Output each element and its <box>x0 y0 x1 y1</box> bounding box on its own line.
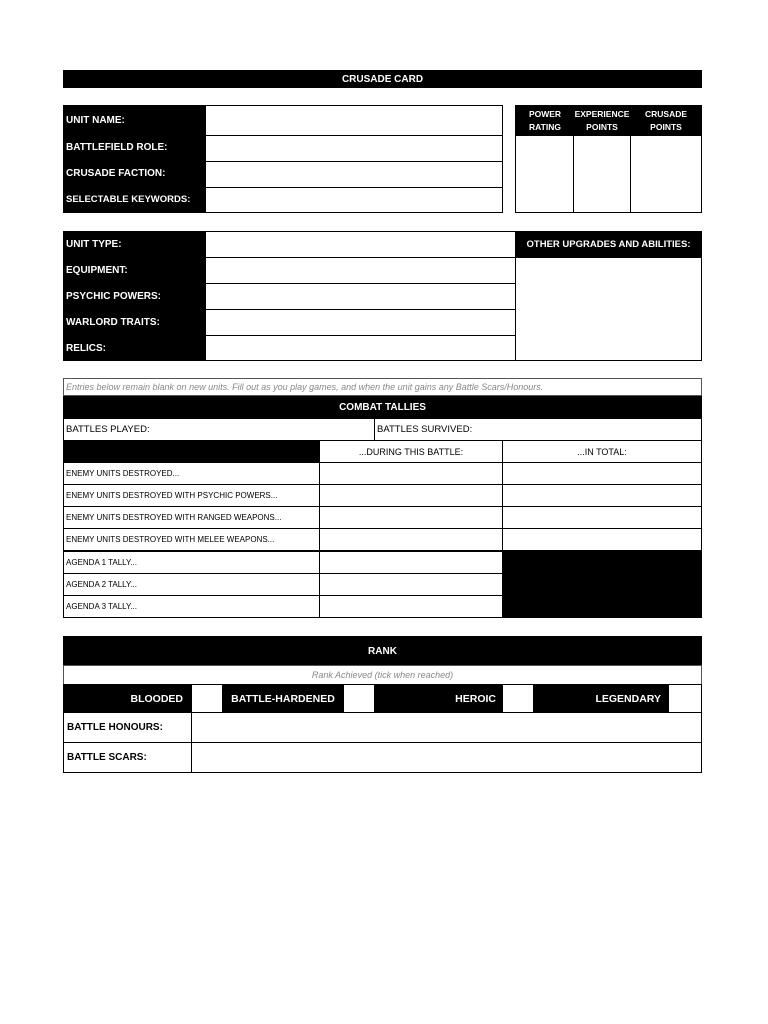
agenda-total-blackout <box>502 551 702 618</box>
battle-honours-field[interactable] <box>191 712 702 743</box>
rank-title: RANK <box>63 636 702 666</box>
unit-name-input[interactable] <box>206 106 502 135</box>
other-upgrades-field[interactable] <box>515 257 702 361</box>
tally-row-label: AGENDA 2 TALLY... <box>63 573 320 596</box>
selectable-keywords-label: SELECTABLE KEYWORDS: <box>66 193 191 205</box>
card-title: CRUSADE CARD <box>63 70 702 88</box>
selectable-keywords-field[interactable] <box>205 187 503 213</box>
tally-row-during[interactable] <box>319 528 503 551</box>
battle-scars-label-cell <box>63 742 192 773</box>
tally-row-during[interactable] <box>319 573 503 596</box>
tally-row-total[interactable] <box>502 484 702 507</box>
battle-scars-field[interactable] <box>191 742 702 773</box>
crusade-points-header: CRUSADE POINTS <box>644 109 688 132</box>
tally-row-label: AGENDA 1 TALLY... <box>63 551 320 574</box>
battle-scars-input[interactable] <box>192 743 701 772</box>
battlefield-role-label: BATTLEFIELD ROLE: <box>66 141 168 153</box>
rank-heroic-checkbox[interactable] <box>502 684 534 713</box>
battle-scars-label: BATTLE SCARS: <box>67 752 147 763</box>
power-rating-field[interactable] <box>515 135 574 213</box>
tally-row-during[interactable] <box>319 484 503 507</box>
tally-row-total[interactable] <box>502 528 702 551</box>
tally-row-label: ENEMY UNITS DESTROYED WITH RANGED WEAPONS... <box>63 506 320 529</box>
battle-honours-label-cell <box>63 712 192 743</box>
tally-row-during[interactable] <box>319 462 503 485</box>
psychic-powers-label: PSYCHIC POWERS: <box>66 290 162 302</box>
warlord-traits-input[interactable] <box>206 310 515 335</box>
tally-row-during[interactable] <box>319 506 503 529</box>
tally-row-total[interactable] <box>502 462 702 485</box>
battle-honours-input[interactable] <box>192 713 701 742</box>
during-battle-header: ...DURING THIS BATTLE: <box>319 440 503 463</box>
tally-row-label: ENEMY UNITS DESTROYED WITH MELEE WEAPONS... <box>63 528 320 551</box>
rank-battle-hardened-label: BATTLE-HARDENED <box>231 692 335 705</box>
tally-row-label: ENEMY UNITS DESTROYED WITH PSYCHIC POWERS... <box>63 484 320 507</box>
experience-points-field[interactable] <box>573 135 631 213</box>
battles-played-field[interactable] <box>63 418 375 441</box>
tally-row-during[interactable] <box>319 551 503 574</box>
equipment-input[interactable] <box>206 258 515 283</box>
in-total-header: ...IN TOTAL: <box>502 440 702 463</box>
unit-type-input[interactable] <box>206 232 515 257</box>
rank-subtitle: Rank Achieved (tick when reached) <box>63 665 702 685</box>
stats-section <box>515 105 702 213</box>
battles-survived-field[interactable] <box>374 418 702 441</box>
unit-type-label: UNIT TYPE: <box>66 238 122 250</box>
power-rating-header: POWER RATING <box>528 109 562 132</box>
relics-input[interactable] <box>206 336 515 360</box>
tally-row-label: AGENDA 3 TALLY... <box>63 595 320 618</box>
warlord-traits-label: WARLORD TRAITS: <box>66 316 160 328</box>
unit-info-section <box>63 105 503 213</box>
tally-header-blank <box>63 440 320 463</box>
unit-type-field[interactable] <box>205 231 516 258</box>
tally-row-label: ENEMY UNITS DESTROYED... <box>63 462 320 485</box>
rank-blooded-label: BLOODED <box>130 692 183 705</box>
rank-blooded-checkbox[interactable] <box>191 684 223 713</box>
crusade-faction-label: CRUSADE FACTION: <box>66 167 166 179</box>
tally-row-total[interactable] <box>502 506 702 529</box>
rank-battle-hardened-checkbox[interactable] <box>343 684 375 713</box>
psychic-powers-input[interactable] <box>206 284 515 309</box>
relics-label: RELICS: <box>66 342 106 354</box>
rank-legendary-label: LEGENDARY <box>595 692 661 705</box>
tally-row-during[interactable] <box>319 595 503 618</box>
rank-heroic-label: HEROIC <box>455 692 496 705</box>
psychic-powers-field[interactable] <box>205 283 516 310</box>
combat-tallies-title: COMBAT TALLIES <box>63 396 702 418</box>
warlord-traits-field[interactable] <box>205 309 516 336</box>
battlefield-role-field[interactable] <box>205 135 503 162</box>
unit-name-field[interactable] <box>205 105 503 136</box>
loadout-section <box>63 231 702 361</box>
instructions-note: Entries below remain blank on new units. Fill out as you play games, and when the unit gains any Battle Scars/Honours. <box>63 378 702 396</box>
crusade-faction-input[interactable] <box>206 162 502 187</box>
relics-field[interactable] <box>205 335 516 361</box>
crusade-points-field[interactable] <box>630 135 702 213</box>
battle-honours-label: BATTLE HONOURS: <box>67 722 163 733</box>
battles-played-label: BATTLES PLAYED: <box>66 424 150 435</box>
battles-survived-label: BATTLES SURVIVED: <box>377 424 473 435</box>
unit-name-label: UNIT NAME: <box>66 114 125 126</box>
equipment-field[interactable] <box>205 257 516 284</box>
equipment-label: EQUIPMENT: <box>66 264 128 276</box>
crusade-faction-field[interactable] <box>205 161 503 188</box>
rank-legendary-checkbox[interactable] <box>668 684 702 713</box>
selectable-keywords-input[interactable] <box>206 188 502 212</box>
battlefield-role-input[interactable] <box>206 136 502 161</box>
experience-points-header: EXPERIENCE POINTS <box>574 109 630 132</box>
other-upgrades-header: OTHER UPGRADES AND ABILITIES: <box>515 231 702 257</box>
